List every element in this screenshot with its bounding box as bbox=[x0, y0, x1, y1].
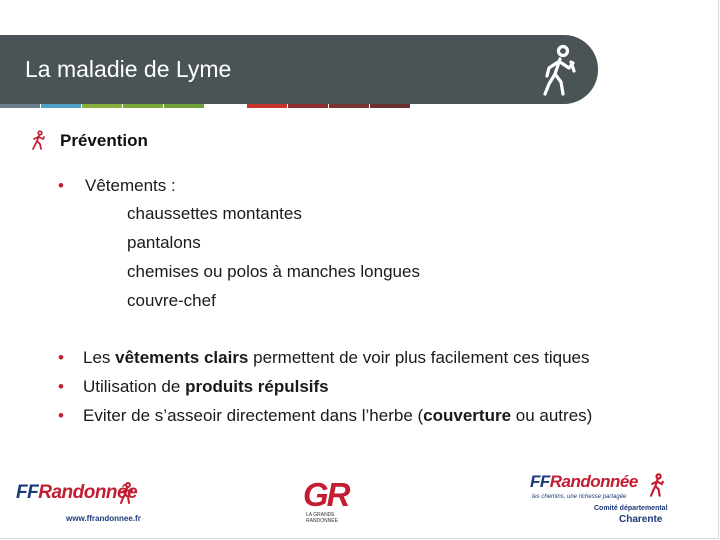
stripe-6 bbox=[247, 104, 287, 108]
vetements-item: chemises ou polos à manches longues bbox=[127, 262, 420, 281]
bullet-text: ou autres) bbox=[511, 406, 593, 425]
section-title: Prévention bbox=[60, 131, 148, 150]
stripe-5 bbox=[164, 104, 204, 108]
bullet-bold: vêtements clairs bbox=[115, 348, 249, 367]
logo-ff: FF bbox=[16, 482, 39, 503]
vetements-item: pantalons bbox=[127, 233, 201, 252]
bullet-marker: • bbox=[58, 176, 64, 195]
bullet-text: Les bbox=[83, 348, 116, 367]
bullet-marker: • bbox=[58, 377, 64, 396]
gr-letters: GR bbox=[303, 476, 349, 513]
stripe-8 bbox=[329, 104, 369, 108]
section-hiker-icon bbox=[32, 130, 46, 150]
logo-brand: Randonnée bbox=[549, 472, 638, 491]
gr-caption-2: RANDONNÉE bbox=[306, 518, 338, 524]
bullet-bold: couverture bbox=[423, 406, 512, 425]
logo-committee: Comité départemental bbox=[594, 505, 668, 512]
logo-hiker-icon bbox=[650, 472, 665, 498]
stripe-3 bbox=[82, 104, 122, 108]
vetements-item: couvre-chef bbox=[127, 291, 216, 310]
vetements-item: chaussettes montantes bbox=[127, 204, 302, 223]
bullet-text: Utilisation de bbox=[83, 377, 186, 396]
bullet-herbe bbox=[83, 406, 592, 426]
logo-ff: FF bbox=[530, 472, 550, 491]
gr-logo bbox=[303, 478, 359, 526]
vetements-heading: Vêtements : bbox=[85, 176, 176, 195]
bullet-produits-repulsifs bbox=[83, 377, 329, 397]
gr-caption-1: LA GRANDE bbox=[306, 512, 335, 518]
bullet-text: permettent de voir plus facilement ces tiques bbox=[248, 348, 590, 367]
bullet-marker: • bbox=[58, 406, 64, 425]
ffrandonnee-charente-logo bbox=[530, 472, 670, 527]
logo-tagline: les chemins, une richesse partagée bbox=[532, 494, 627, 500]
ffrandonnee-logo-left bbox=[16, 482, 140, 526]
stripe-2 bbox=[41, 104, 81, 108]
logo-region: Charente bbox=[619, 514, 663, 525]
slide-title: La maladie de Lyme bbox=[25, 56, 232, 82]
logo-brand: Randonnée bbox=[38, 482, 138, 503]
stripe-7 bbox=[288, 104, 328, 108]
stripe-4 bbox=[123, 104, 163, 108]
logo-url: www.ffrandonnee.fr bbox=[66, 514, 141, 523]
logo-hiker-icon bbox=[120, 482, 134, 504]
stripe-1 bbox=[0, 104, 40, 108]
bullet-vetements-clairs bbox=[83, 348, 590, 368]
bullet-marker: • bbox=[58, 348, 64, 367]
bullet-bold: produits répulsifs bbox=[185, 377, 329, 396]
bullet-text: Eviter de s’asseoir directement dans l’herbe ( bbox=[83, 406, 424, 425]
stripe-9 bbox=[370, 104, 410, 108]
hiker-icon bbox=[527, 38, 593, 104]
